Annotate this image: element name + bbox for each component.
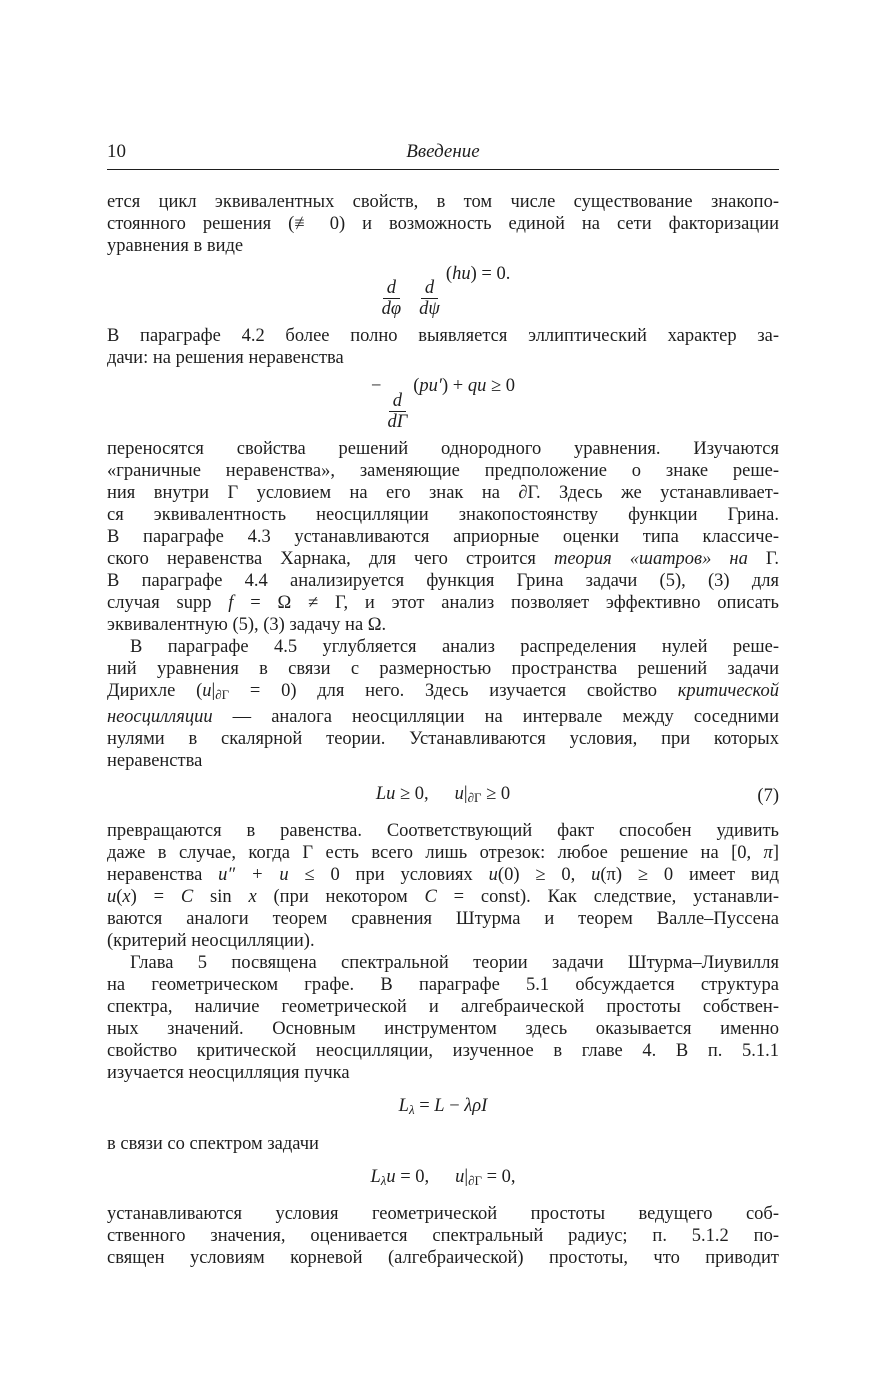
text-segment: В параграфе 4.3 устанавливаются априорные оценки типа классиче- bbox=[107, 526, 779, 547]
text-segment: L bbox=[370, 1166, 381, 1187]
paragraph bbox=[107, 438, 779, 636]
text-segment: — аналога неосцилляции на интервале между соседними bbox=[212, 707, 779, 728]
text-line bbox=[107, 191, 779, 213]
text-line bbox=[107, 1225, 779, 1247]
text-segment: (0) ≥ 0, bbox=[497, 865, 592, 886]
text-segment: В параграфе 4.4 анализируется функция Грина задачи (5), (3) для bbox=[107, 570, 779, 591]
display-formula bbox=[107, 375, 779, 431]
text-segment: (при некотором bbox=[256, 887, 425, 908]
text-line bbox=[107, 213, 779, 235]
text-segment: Глава 5 посвящена спектральной теории задачи Штурма–Лиувилля bbox=[130, 953, 779, 974]
text-segment: ∂Γ bbox=[215, 687, 230, 703]
display-formula bbox=[107, 1166, 779, 1192]
paragraph bbox=[107, 636, 779, 772]
text-line bbox=[107, 482, 779, 504]
text-line bbox=[107, 1062, 779, 1084]
text-segment: u bbox=[454, 784, 464, 805]
text-segment: ний уравнения в связи с размерностью пространства решений задачи bbox=[107, 658, 779, 679]
page-body bbox=[107, 170, 779, 1269]
text-line bbox=[107, 235, 779, 257]
text-line bbox=[107, 325, 779, 347]
fraction-numerator: d bbox=[383, 278, 400, 299]
text-segment: ≥ 0 bbox=[486, 376, 515, 397]
text-segment: В параграфе 4.5 углубляется анализ распределения нулей реше- bbox=[130, 636, 779, 657]
text-line bbox=[107, 996, 779, 1018]
text-segment: u bbox=[107, 887, 117, 908]
text-segment: π bbox=[763, 843, 773, 864]
formula-content bbox=[370, 1167, 515, 1187]
text-segment: | bbox=[463, 784, 468, 805]
text-segment: дачи: на решения неравенства bbox=[107, 348, 344, 369]
text-segment: превращаются в равенства. Соответствующий факт способен удивить bbox=[107, 821, 779, 842]
text-segment: u bbox=[488, 865, 498, 886]
text-line bbox=[107, 1018, 779, 1040]
running-title: Введение bbox=[406, 141, 480, 162]
text-segment: | bbox=[211, 680, 216, 701]
fraction-denominator: dφ bbox=[381, 299, 402, 320]
text-line bbox=[107, 750, 779, 772]
text-line bbox=[107, 504, 779, 526]
paragraph bbox=[107, 952, 779, 1084]
text-segment: = 0) для него. Здесь изучается свойство bbox=[229, 680, 678, 701]
text-segment: − bbox=[444, 1096, 465, 1117]
text-line bbox=[107, 680, 779, 706]
text-line bbox=[107, 930, 779, 952]
text-segment: x bbox=[248, 887, 257, 908]
fraction-denominator: dΓ bbox=[387, 411, 408, 432]
formula-content bbox=[376, 784, 510, 804]
text-segment: ского неравенства Харнака, для чего строится bbox=[107, 548, 554, 569]
text-line bbox=[107, 1203, 779, 1225]
text-segment: ) = 0. bbox=[470, 264, 511, 284]
text-segment: стоянного решения (≢ 0) и возможность единой на сети факторизации bbox=[107, 214, 779, 234]
text-segment: u bbox=[386, 1166, 396, 1187]
text-segment: теория «шатров» на bbox=[554, 548, 748, 569]
text-segment: λ bbox=[408, 1102, 415, 1118]
text-line bbox=[107, 728, 779, 750]
text-line bbox=[107, 952, 779, 974]
text-segment: (критерий неосцилляции). bbox=[107, 931, 315, 952]
text-segment: ≤ 0 при условиях bbox=[288, 865, 489, 886]
text-line bbox=[107, 706, 779, 728]
text-line bbox=[107, 460, 779, 482]
text-segment: неравенства bbox=[107, 865, 219, 886]
text-segment: f bbox=[228, 592, 234, 613]
text-segment: (π) ≥ 0 имеет вид bbox=[600, 865, 779, 886]
text-line bbox=[107, 1247, 779, 1269]
page-number: 10 bbox=[107, 141, 126, 162]
text-segment: λ bbox=[380, 1172, 387, 1188]
text-segment: pu′ bbox=[419, 376, 442, 397]
text-segment: священ условиям корневой (алгебраической) простоты, что приводит bbox=[107, 1247, 779, 1268]
text-segment: hu bbox=[452, 264, 471, 284]
text-line bbox=[107, 864, 779, 886]
text-line bbox=[107, 886, 779, 908]
fraction-denominator: dψ bbox=[419, 299, 440, 320]
display-formula bbox=[107, 263, 779, 319]
text-segment: «граничные неравенства», заменяющие предположение о знаке реше- bbox=[107, 460, 779, 481]
text-segment: ных значений. Основным инструментом здесь оказывается именно bbox=[107, 1019, 779, 1040]
text-line bbox=[107, 842, 779, 864]
display-formula bbox=[107, 1095, 779, 1121]
text-segment: эквивалентную (5), (3) задачу на Ω. bbox=[107, 614, 387, 635]
paragraph bbox=[107, 191, 779, 257]
text-line bbox=[107, 974, 779, 996]
text-segment: ваются аналоги теорем сравнения Штурма и теорем Валле–Пуссена bbox=[107, 909, 779, 930]
paragraph bbox=[107, 1203, 779, 1269]
text-segment: в связи со спектром задачи bbox=[107, 1133, 319, 1154]
text-segment: u″ + u bbox=[218, 865, 289, 886]
fraction bbox=[378, 278, 406, 319]
text-segment: = Ω ≠ Γ, и этот анализ позволяет эффективно описать bbox=[233, 592, 779, 613]
text-segment: ) = bbox=[130, 887, 181, 908]
text-segment: нулями в скалярной теории. Устанавливаются условия, при которых bbox=[107, 729, 779, 750]
text-line bbox=[107, 820, 779, 842]
text-segment: L bbox=[398, 1096, 409, 1117]
display-formula bbox=[107, 783, 779, 809]
paragraph bbox=[107, 820, 779, 952]
text-segment: ∂Γ bbox=[468, 1172, 482, 1188]
fraction bbox=[383, 391, 411, 432]
text-segment: ния внутри Γ условием на его знак на bbox=[107, 482, 519, 503]
fraction bbox=[415, 278, 444, 319]
text-line bbox=[107, 526, 779, 548]
text-segment: ∂Γ bbox=[467, 790, 482, 806]
text-segment: − bbox=[371, 376, 382, 397]
text-segment: = bbox=[414, 1096, 435, 1117]
text-line bbox=[107, 1133, 779, 1155]
text-segment: случая supp bbox=[107, 592, 229, 613]
text-segment: Lu bbox=[375, 784, 396, 805]
text-segment: даже в случае, когда Γ есть всего лишь отрезок: любое решение на [0, bbox=[107, 843, 764, 864]
text-segment: устанавливаются условия геометрической простоты ведущего соб- bbox=[107, 1203, 779, 1224]
text-segment: ] bbox=[772, 843, 779, 864]
text-line bbox=[107, 614, 779, 636]
text-segment: sin bbox=[193, 887, 249, 908]
text-segment: Γ. bbox=[747, 548, 779, 569]
text-segment: изучается неосцилляция пучка bbox=[107, 1063, 350, 1084]
text-segment: Γ. Здесь же устанавливает- bbox=[527, 482, 779, 503]
text-segment: переносятся свойства решений однородного уравнения. Изучаются bbox=[107, 438, 779, 459]
fraction-numerator: d bbox=[421, 278, 438, 299]
text-segment: Дирихле ( bbox=[107, 680, 203, 701]
text-line bbox=[107, 658, 779, 680]
text-segment: неравенства bbox=[107, 751, 203, 772]
text-line bbox=[107, 570, 779, 592]
text-segment: ется цикл эквивалентных свойств, в том числе существование знакопо- bbox=[107, 192, 779, 212]
text-segment: ственного значения, оценивается спектральный радиус; п. 5.1.2 по- bbox=[107, 1225, 779, 1246]
fraction-numerator: d bbox=[389, 391, 406, 412]
formula-content bbox=[399, 1096, 488, 1116]
text-segment: u bbox=[591, 865, 601, 886]
text-segment: = 0, bbox=[482, 1166, 516, 1187]
text-segment: ся эквивалентность неосцилляции знакопостоянству функции Грина. bbox=[107, 504, 779, 525]
text-segment: ( bbox=[445, 264, 453, 284]
text-segment: C bbox=[424, 887, 437, 908]
text-segment: = const). Как следствие, устанавли- bbox=[436, 887, 779, 908]
text-segment: спектра, наличие геометрической и алгебраической простоты собствен- bbox=[107, 997, 779, 1018]
text-segment: | bbox=[464, 1166, 469, 1187]
equation-number: (7) bbox=[757, 786, 779, 807]
text-segment: ≥ 0 bbox=[481, 784, 511, 805]
text-line bbox=[107, 636, 779, 658]
paragraph bbox=[107, 1133, 779, 1155]
text-line bbox=[107, 548, 779, 570]
text-segment: ∂ bbox=[518, 482, 528, 503]
text-segment: qu bbox=[467, 376, 487, 397]
text-segment: u bbox=[455, 1166, 465, 1187]
text-segment: = 0, bbox=[395, 1166, 430, 1187]
text-line bbox=[107, 347, 779, 369]
text-line bbox=[107, 1040, 779, 1062]
text-segment: ( bbox=[413, 376, 420, 397]
text-line bbox=[107, 438, 779, 460]
text-segment: критической bbox=[677, 680, 779, 701]
text-segment: свойство критической неосцилляции, изученное в главе 4. В п. 5.1.1 bbox=[107, 1041, 779, 1062]
text-segment: ( bbox=[116, 887, 123, 908]
paragraph bbox=[107, 325, 779, 369]
text-segment: ≥ 0, bbox=[395, 784, 429, 805]
page-header bbox=[107, 142, 779, 170]
text-line bbox=[107, 908, 779, 930]
text-segment: В параграфе 4.2 более полно выявляется эллиптический характер за- bbox=[107, 326, 779, 347]
text-segment: L bbox=[434, 1096, 445, 1117]
text-segment: u bbox=[202, 680, 212, 701]
text-segment: x bbox=[122, 887, 131, 908]
text-segment: неосцилляции bbox=[107, 707, 213, 728]
text-segment: на геометрическом графе. В параграфе 5.1 обсуждается структура bbox=[107, 975, 779, 996]
text-segment: уравнения в виде bbox=[107, 236, 244, 256]
text-segment: C bbox=[180, 887, 194, 908]
text-segment: λρI bbox=[464, 1096, 488, 1117]
text-line bbox=[107, 592, 779, 614]
text-segment: ) + bbox=[441, 376, 468, 397]
